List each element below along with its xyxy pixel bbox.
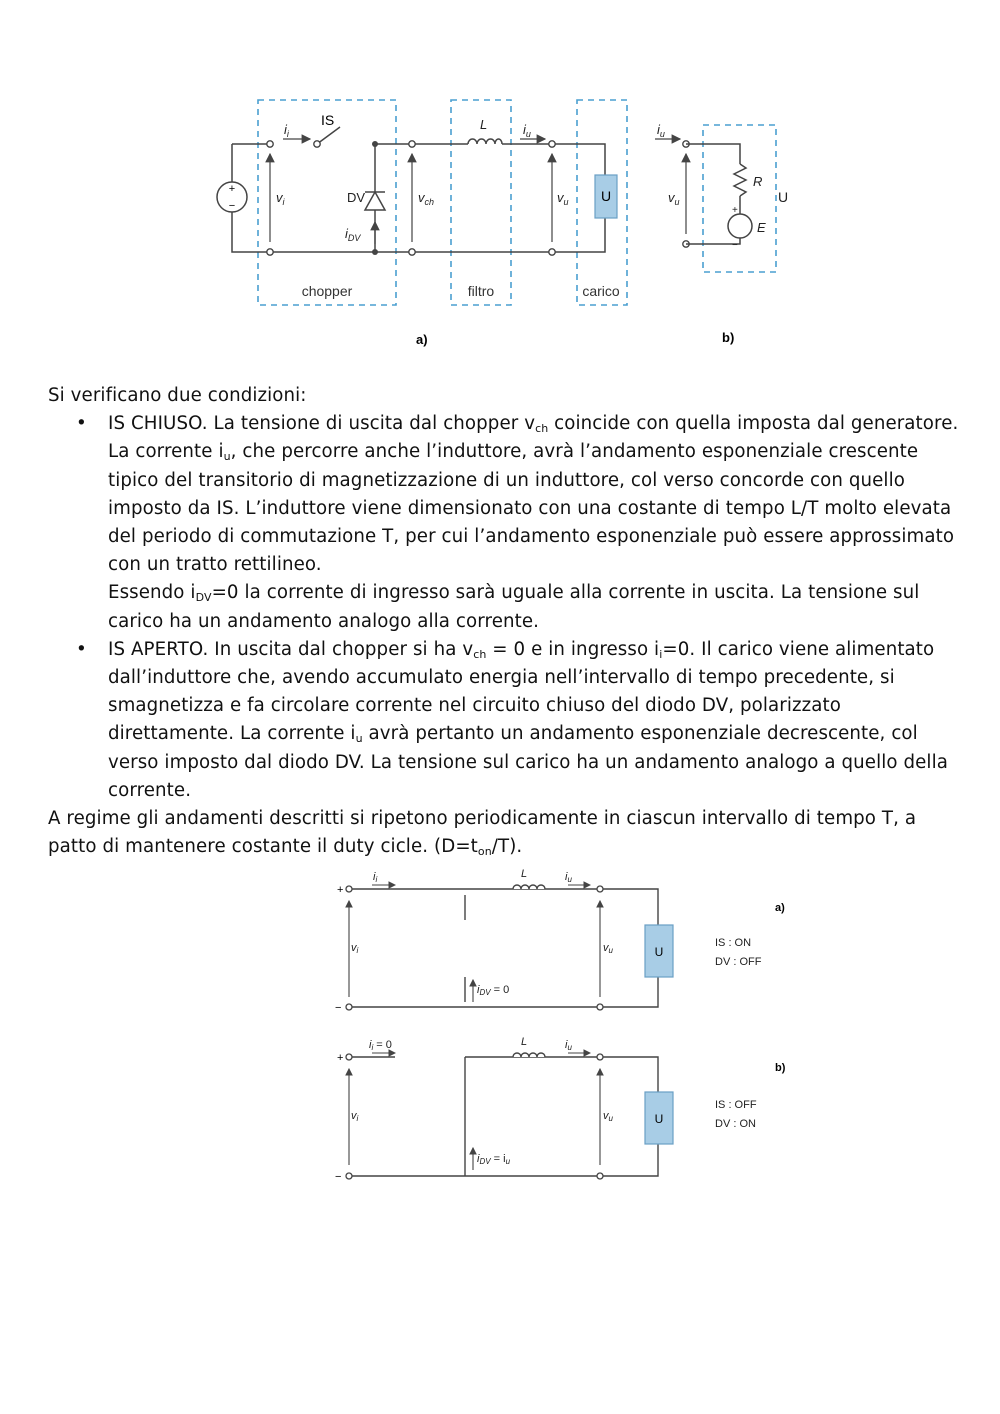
svg-text:iDV = iu: iDV = iu <box>477 1153 511 1166</box>
load-model <box>686 144 752 244</box>
state-is: IS : ON <box>715 937 752 949</box>
state-dv: DV : OFF <box>715 956 762 968</box>
svg-text:L: L <box>521 868 528 880</box>
load-label: U <box>654 1112 664 1126</box>
resistor-icon <box>734 164 746 196</box>
svg-text:ii: ii <box>373 871 378 884</box>
plus-sign: + <box>337 1052 344 1064</box>
state-is: IS : OFF <box>715 1099 757 1111</box>
switch-label: IS <box>321 112 335 128</box>
terminals <box>267 141 689 255</box>
final-paragraph: A regime gli andamenti descritti si ripetono periodicamente in ciascun intervallo di tempo T, a patto di mantenere costante il duty cicle. $(D=t_{on}/T)$. <box>48 808 917 859</box>
caption-b: b) <box>722 330 735 345</box>
junction-dot <box>372 141 378 147</box>
carico-label: carico <box>582 283 620 299</box>
junction-dot <box>372 249 378 255</box>
svg-text:vu: vu <box>603 942 613 955</box>
load-label: U <box>654 945 664 959</box>
caption-a: a) <box>416 332 428 347</box>
plus-sign: + <box>732 205 738 216</box>
circuit-is-on <box>335 868 785 1014</box>
inductor-icon <box>468 139 502 144</box>
svg-text:ii = 0: ii = 0 <box>369 1039 392 1052</box>
emf-label: E <box>757 220 766 235</box>
inductor-icon <box>513 885 545 889</box>
svg-text:vu: $v_u$ <box>668 190 680 207</box>
minus-sign: − <box>732 240 738 251</box>
svg-text:vi: $v_i$ <box>276 190 285 207</box>
chopper-circuit-figure <box>200 92 820 354</box>
inductor-label: L <box>480 117 488 132</box>
inductor-icon <box>513 1053 545 1057</box>
voltage-source-icon <box>217 182 247 212</box>
svg-text:iu: $i_u$ <box>523 122 531 139</box>
svg-text:vu: vu <box>603 1110 613 1123</box>
diode-label: DV <box>347 190 366 205</box>
load-model-label: U <box>778 189 789 205</box>
svg-text:vu: $v_u$ <box>557 190 569 207</box>
plus-sign: + <box>228 183 236 195</box>
resistor-label: R <box>753 174 763 189</box>
state-dv: DV : ON <box>715 1118 756 1130</box>
chopper-label: chopper <box>301 283 353 299</box>
svg-text:ii: $i_i$ <box>284 122 289 139</box>
svg-text:vch: $v_{ch}$ <box>418 190 435 207</box>
minus-sign: − <box>228 200 236 212</box>
svg-text:iu: $i_u$ <box>657 122 665 139</box>
intro-line: Si verificano due condizioni: <box>48 385 307 406</box>
svg-text:iu: iu <box>565 1039 572 1052</box>
document-text <box>48 382 963 861</box>
list-item-is-chiuso: • IS CHIUSO. La tensione di uscita dal chopper $v_{ch}$ coincide con quella imposta dal generatore. La corrente $i_u$, che percorre anche l’induttore, avrà l’andamento esponenziale crescente tipico del transitorio di magnetizzazione di un induttore, col verso concorde con quello imposto da IS. L’induttore viene dimensionato con una costante di tempo L/T molto elevata del periodo di commutazione T, per cui l’andamento esponenziale può essere approssimato con un tratto rettilineo. Essendo $i_{DV}=0$ la corrente di ingresso sarà uguale alla corrente in uscita. La tensione sul carico ha un andamento analogo alla corrente. <box>48 410 963 636</box>
circuit-is-off <box>335 1036 786 1183</box>
svg-text:L: L <box>521 1036 528 1048</box>
switching-states-figure <box>325 865 805 1190</box>
conditions-list <box>48 410 963 805</box>
caption-b: b) <box>775 1062 786 1074</box>
caption-a: a) <box>775 902 785 914</box>
svg-text:vi: vi <box>351 1110 359 1123</box>
list-item-is-aperto: • IS APERTO. In uscita dal chopper si ha $v_{ch} = 0$ e in ingresso $i_i=0$. Il carico viene alimentato dall’induttore che, avendo accumulato energia nell’intervallo di tempo precedente, si smagnetizza e fa circolare corrente nel circuito chiuso del diodo DV, polarizzato direttamente. La corrente $i_u$ avrà pertanto un andamento esponenziale decrescente, col verso imposto dal diodo DV. La tensione sul carico ha un andamento analogo a quello della corrente. <box>48 636 963 805</box>
minus-sign: − <box>335 1002 342 1014</box>
svg-text:iDV: $i_{DV}$ <box>345 226 361 243</box>
emf-source-icon <box>728 214 752 238</box>
plus-sign: + <box>337 884 344 896</box>
minus-sign: − <box>335 1171 342 1183</box>
svg-text:iu: iu <box>565 871 572 884</box>
svg-text:vi: vi <box>351 942 359 955</box>
load-label: U <box>600 188 612 204</box>
diode-icon <box>365 192 385 210</box>
svg-text:iDV = 0: iDV = 0 <box>477 984 510 997</box>
filtro-label: filtro <box>467 283 495 299</box>
